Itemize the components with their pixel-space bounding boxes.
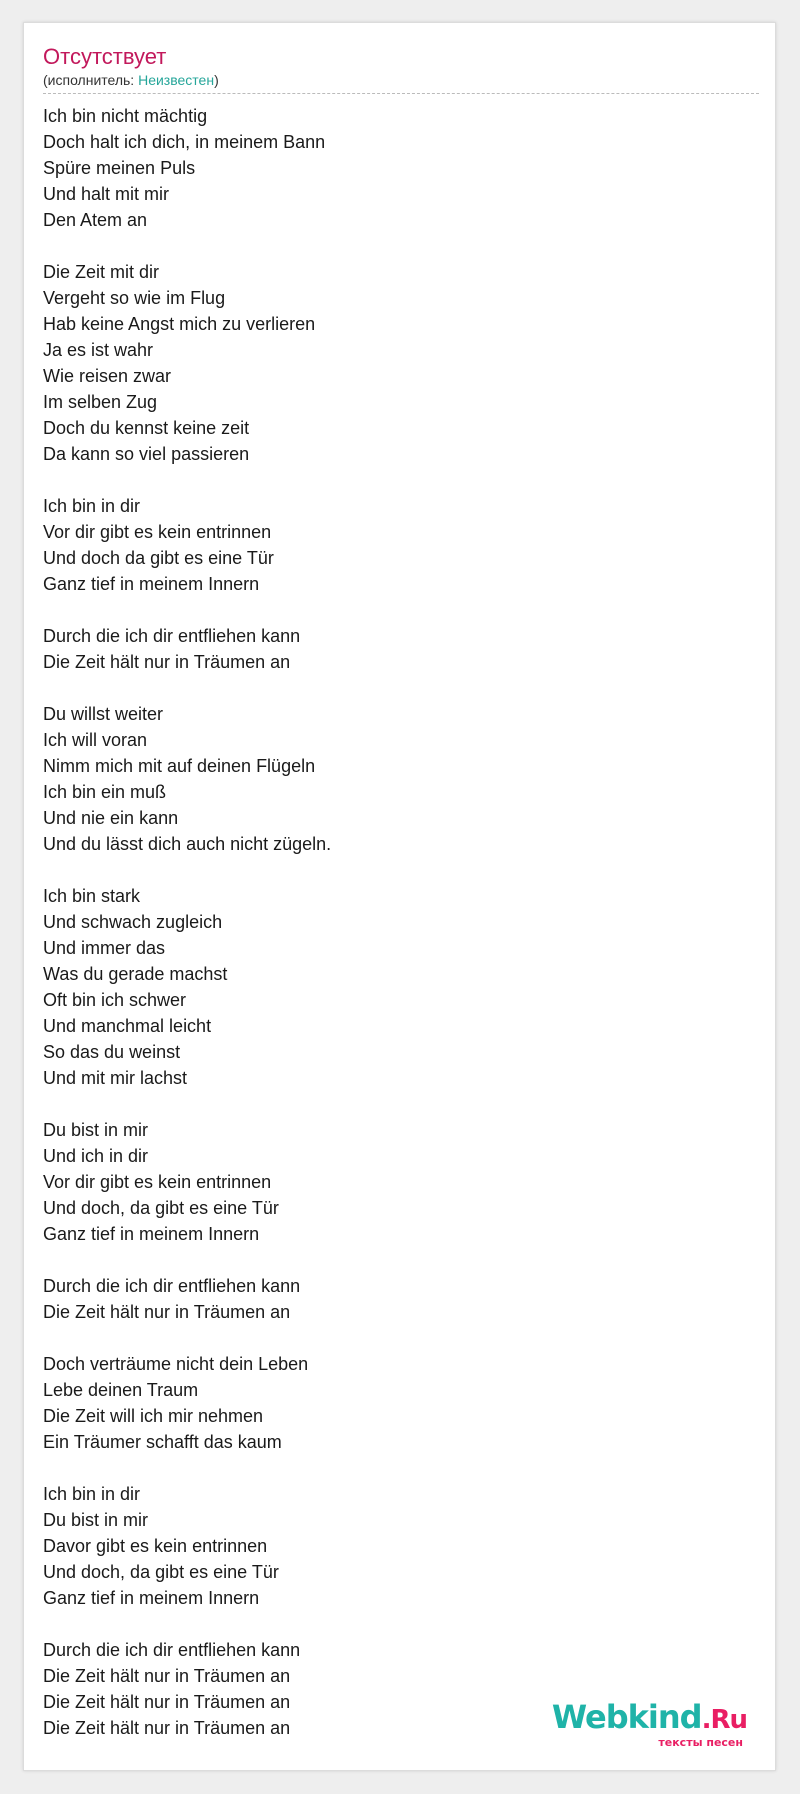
lyrics-stanza: [43, 883, 743, 1091]
lyric-line: So das du weinst: [43, 1042, 181, 1062]
logo-tagline: тексты песен: [658, 1736, 743, 1749]
lyric-line: Die Zeit will ich mir nehmen: [43, 1406, 264, 1426]
logo-main-text: Webkind: [551, 1698, 702, 1736]
lyric-line: Und mit mir lachst: [43, 1068, 188, 1088]
lyric-line: Durch die ich dir entfliehen kann: [43, 1276, 301, 1296]
header-divider: [43, 93, 759, 94]
artist-line: [43, 71, 759, 89]
lyrics-stanza: [43, 103, 743, 233]
lyric-line: Die Zeit hält nur in Träumen an: [43, 1666, 291, 1686]
lyric-line: Und doch, da gibt es eine Tür: [43, 1198, 279, 1218]
lyric-line: Und doch, da gibt es eine Tür: [43, 1562, 279, 1582]
lyric-line: Und ich in dir: [43, 1146, 149, 1166]
song-header: [43, 44, 759, 89]
lyric-line: Doch halt ich dich, in meinem Bann: [43, 132, 326, 152]
lyric-line: Was du gerade machst: [43, 964, 228, 984]
lyric-line: Die Zeit hält nur in Träumen an: [43, 1302, 291, 1322]
lyrics-stanza: [43, 1481, 743, 1611]
lyric-line: Lebe deinen Traum: [43, 1380, 199, 1400]
lyric-line: Ich will voran: [43, 730, 148, 750]
lyric-line: Du willst weiter: [43, 704, 164, 724]
lyrics-body: [43, 103, 743, 1767]
lyric-line: Und immer das: [43, 938, 166, 958]
site-logo[interactable]: [547, 1700, 747, 1750]
lyric-line: Und schwach zugleich: [43, 912, 223, 932]
song-title: Отсутствует: [43, 44, 167, 69]
logo-suffix: .Ru: [701, 1705, 747, 1735]
lyrics-stanza: [43, 259, 743, 467]
lyric-line: Hab keine Angst mich zu verlieren: [43, 314, 316, 334]
lyric-line: Ja es ist wahr: [43, 340, 154, 360]
lyric-line: Ganz tief in meinem Innern: [43, 1224, 260, 1244]
artist-suffix: ): [214, 72, 219, 88]
lyric-line: Den Atem an: [43, 210, 148, 230]
lyric-line: Durch die ich dir entfliehen kann: [43, 1640, 301, 1660]
lyric-line: Oft bin ich schwer: [43, 990, 187, 1010]
lyric-line: Doch verträume nicht dein Leben: [43, 1354, 309, 1374]
lyric-line: Nimm mich mit auf deinen Flügeln: [43, 756, 316, 776]
lyrics-stanza: [43, 1351, 743, 1455]
lyrics-stanza: [43, 623, 743, 675]
artist-link[interactable]: Неизвестен: [138, 72, 215, 88]
lyrics-stanza: [43, 1273, 743, 1325]
lyric-line: Und manchmal leicht: [43, 1016, 212, 1036]
lyric-line: Davor gibt es kein entrinnen: [43, 1536, 268, 1556]
lyrics-stanza: [43, 493, 743, 597]
lyric-line: Die Zeit hält nur in Träumen an: [43, 652, 291, 672]
lyric-line: Ein Träumer schafft das kaum: [43, 1432, 282, 1452]
artist-prefix: (исполнитель:: [43, 72, 139, 88]
lyric-line: Wie reisen zwar: [43, 366, 172, 386]
lyric-line: Da kann so viel passieren: [43, 444, 250, 464]
lyric-line: Vergeht so wie im Flug: [43, 288, 226, 308]
lyric-line: Ich bin in dir: [43, 496, 141, 516]
lyric-line: Doch du kennst keine zeit: [43, 418, 250, 438]
lyric-line: Ich bin in dir: [43, 1484, 141, 1504]
lyric-line: Vor dir gibt es kein entrinnen: [43, 522, 272, 542]
lyric-line: Durch die ich dir entfliehen kann: [43, 626, 301, 646]
lyrics-stanza: [43, 1117, 743, 1247]
lyric-line: Ich bin nicht mächtig: [43, 106, 208, 126]
lyrics-stanza: [43, 701, 743, 857]
lyric-line: Die Zeit mit dir: [43, 262, 160, 282]
lyric-line: Die Zeit hält nur in Träumen an: [43, 1692, 291, 1712]
lyric-line: Und doch da gibt es eine Tür: [43, 548, 274, 568]
lyric-line: Ganz tief in meinem Innern: [43, 574, 260, 594]
lyric-line: Spüre meinen Puls: [43, 158, 196, 178]
lyric-line: Ich bin ein muß: [43, 782, 167, 802]
lyric-line: Und du lässt dich auch nicht zügeln.: [43, 834, 332, 854]
lyric-line: Im selben Zug: [43, 392, 158, 412]
lyric-line: Du bist in mir: [43, 1120, 149, 1140]
lyric-line: Und halt mit mir: [43, 184, 170, 204]
lyric-line: Du bist in mir: [43, 1510, 149, 1530]
lyric-line: Ganz tief in meinem Innern: [43, 1588, 260, 1608]
lyric-line: Vor dir gibt es kein entrinnen: [43, 1172, 272, 1192]
lyric-line: Die Zeit hält nur in Träumen an: [43, 1718, 291, 1738]
lyric-line: Ich bin stark: [43, 886, 141, 906]
lyrics-card: [23, 22, 776, 1771]
logo-wordmark: [547, 1700, 747, 1737]
lyric-line: Und nie ein kann: [43, 808, 179, 828]
